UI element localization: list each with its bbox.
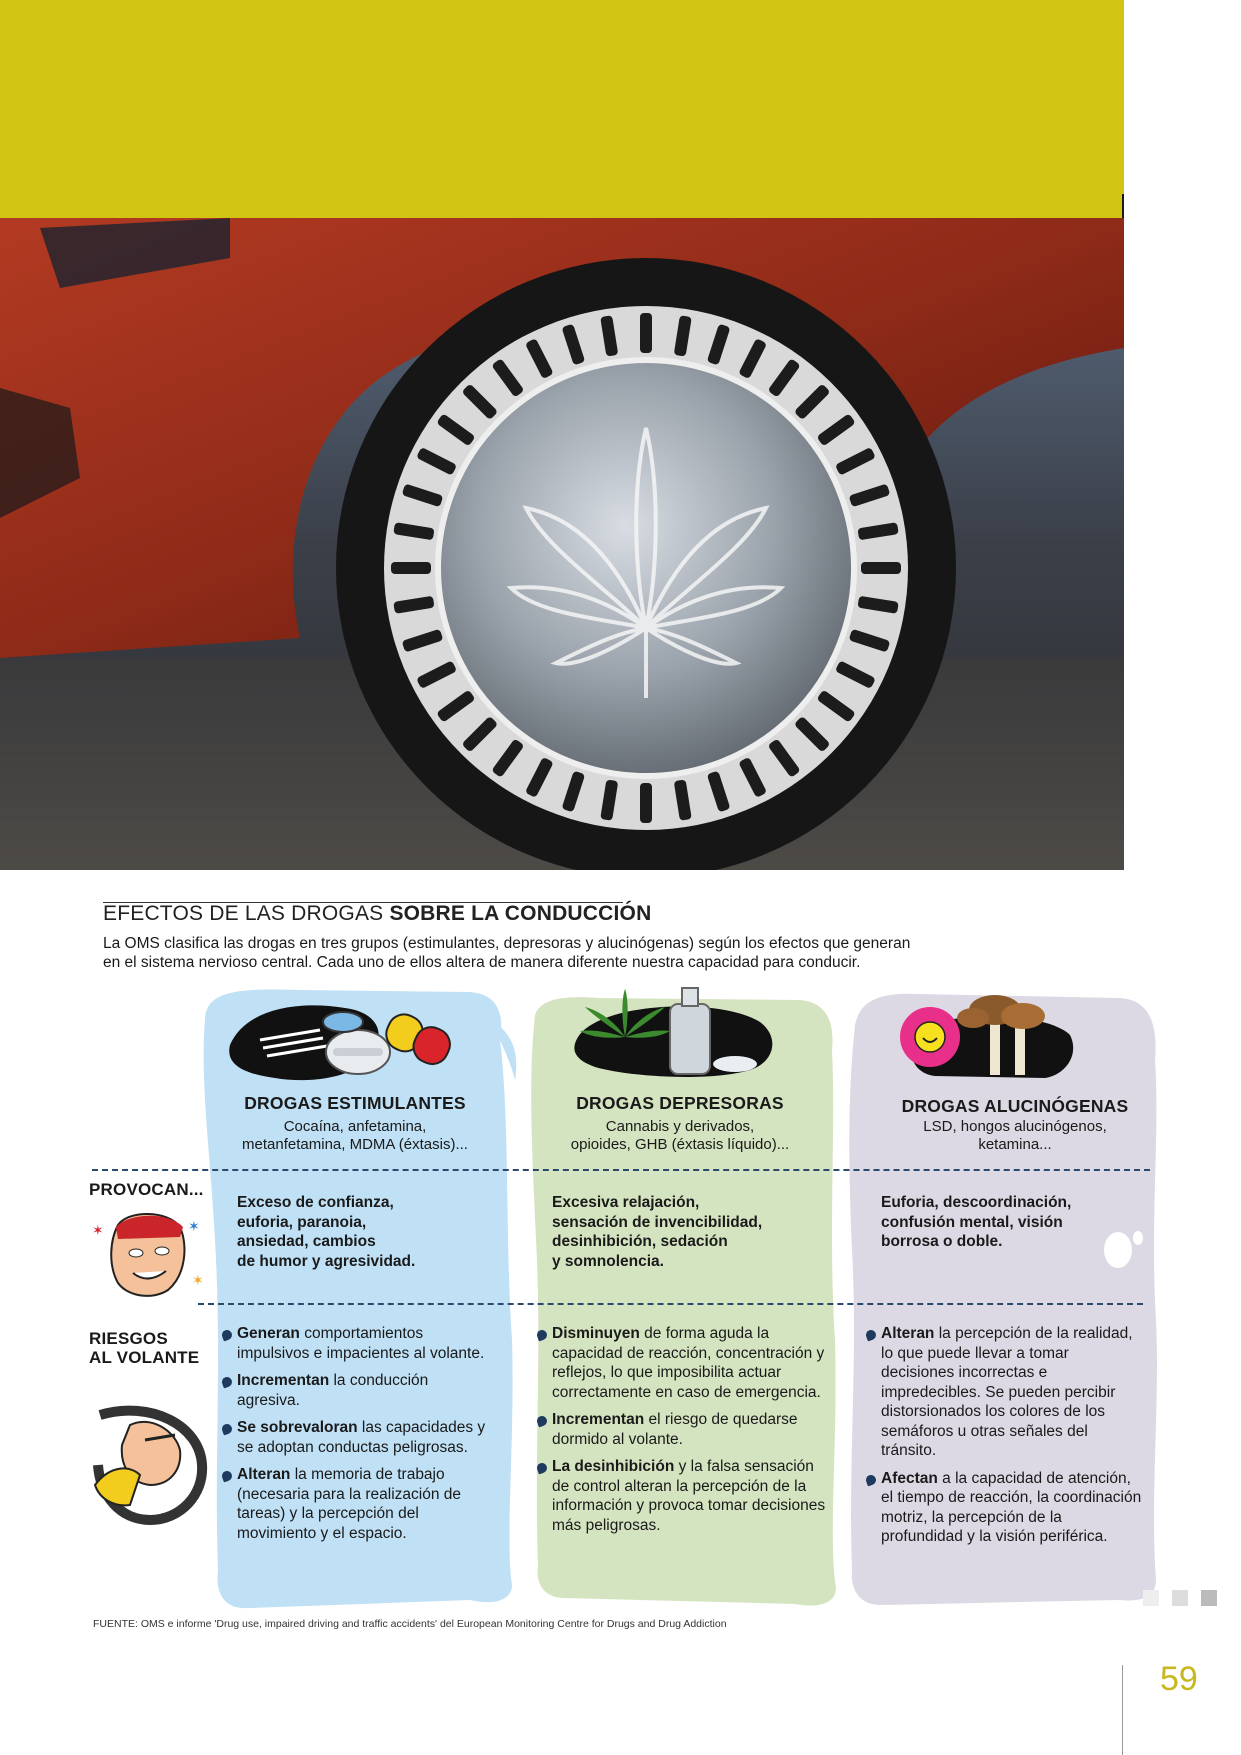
risk-item <box>237 1371 487 1410</box>
effect-line: ansiedad, cambios <box>237 1233 376 1250</box>
hallucinogens-risks <box>881 1324 1146 1555</box>
svg-text:✶: ✶ <box>188 1219 200 1235</box>
hallucinogens-title: DROGAS ALUCINÓGENAS <box>901 1096 1129 1116</box>
risk-text: la conducción agresiva. <box>237 1372 429 1409</box>
risk-keyword: Alteran <box>881 1325 935 1342</box>
section-title <box>103 902 651 926</box>
risk-item <box>552 1457 832 1535</box>
stimulants-title: DROGAS ESTIMULANTES <box>244 1093 466 1113</box>
risk-keyword: Incrementan <box>552 1411 645 1428</box>
effect-line: confusión mental, visión <box>881 1213 1063 1231</box>
decorative-square <box>1201 1590 1217 1606</box>
risk-text: la percepción de la realidad, lo que puede llevar a tomar decisiones incorrectas e impredecibles. Se pueden percibir distorsionados los colores de los semáforos u otras señales del tránsito. <box>881 1325 1133 1459</box>
risk-item <box>237 1324 487 1363</box>
svg-text:✶: ✶ <box>192 1273 204 1289</box>
separator-riesgos <box>198 1303 1143 1305</box>
risk-item <box>237 1418 487 1457</box>
intro-line-2: en el sistema nervioso central. Cada uno de ellos altera de manera diferente nuestra capacidad para conducir. <box>103 954 861 971</box>
page-number-rule <box>1122 1665 1123 1755</box>
risk-text: la memoria de trabajo (necesaria para la realización de tareas) y la percepción del movimiento y el espacio. <box>237 1466 462 1542</box>
stimulants-examples-line-2: metanfetamina, MDMA (éxtasis)... <box>242 1136 468 1153</box>
blue-pill-icon <box>323 1012 363 1032</box>
hallucinogens-examples <box>860 1118 1170 1154</box>
hallucinogens-examples-line-2: ketamina... <box>978 1136 1052 1153</box>
separator-provocan <box>92 1169 1150 1171</box>
rim-vent <box>640 313 652 353</box>
risk-text: las capacidades y se adoptan conductas peligrosas. <box>237 1419 486 1456</box>
driver-steering-illustration <box>90 1395 210 1525</box>
top-color-band <box>0 0 1124 218</box>
risk-item <box>881 1324 1146 1461</box>
risk-text: el riesgo de quedarse dormido al volante. <box>552 1411 798 1448</box>
risk-keyword: Disminuyen <box>552 1325 640 1342</box>
effect-line: Euforia, descoordinación, <box>881 1194 1072 1211</box>
stimulants-examples <box>195 1118 515 1154</box>
intro-line-1: La OMS clasifica las drogas en tres grupos (estimulantes, depresoras y alucinógenas) según los efectos que generan <box>103 935 911 952</box>
risk-item <box>237 1465 487 1543</box>
risk-item <box>881 1469 1146 1547</box>
risk-text: comportamientos impulsivos e impacientes al volante. <box>237 1325 485 1362</box>
car-wheel-photo <box>0 218 1124 870</box>
risk-text: de forma aguda la capacidad de reacción, concentración y reflejos, lo que imposibilita actuar correctamente en caso de emergencia. <box>552 1325 825 1401</box>
capsule-icon <box>381 1009 455 1069</box>
hallucinogens-effects <box>881 1193 1141 1252</box>
effect-line: euforia, paranoia, <box>237 1213 367 1231</box>
risk-keyword: Afectan <box>881 1469 938 1487</box>
risk-text: a la capacidad de atención, el tiempo de reacción, la coordinación motriz, la percepción de la profundidad y la visión periférica. <box>881 1469 1142 1545</box>
effect-line: Exceso de confianza, <box>237 1194 394 1211</box>
hubcap <box>438 360 854 776</box>
row-label-riesgos-line-2: AL VOLANTE <box>89 1348 200 1367</box>
effect-line: Excesiva relajación, <box>552 1194 700 1211</box>
depressants-title: DROGAS DEPRESORAS <box>576 1093 784 1113</box>
risk-keyword: La desinhibición <box>552 1458 675 1475</box>
rim-vent <box>861 562 901 574</box>
rim-vent <box>391 562 431 574</box>
hallucinogens-examples-line-1: LSD, hongos alucinógenos, <box>923 1118 1107 1135</box>
decorative-square <box>1143 1590 1159 1606</box>
effect-line: sensación de invencibilidad, <box>552 1213 763 1231</box>
effect-line: y somnolencia. <box>552 1252 664 1270</box>
depressants-illustration <box>570 982 780 1092</box>
depressants-examples <box>520 1118 840 1154</box>
risk-text: y la falsa sensación de control alteran la percepción de la información y provoca tomar decisiones más peligrosas. <box>552 1458 826 1534</box>
hallucinogens-illustration <box>895 980 1085 1085</box>
row-label-riesgos <box>89 1329 199 1367</box>
stimulants-illustration <box>225 990 455 1090</box>
effect-line: de humor y agresividad. <box>237 1252 416 1270</box>
svg-text:✶: ✶ <box>92 1223 104 1239</box>
risk-keyword: Generan <box>237 1325 300 1342</box>
row-label-riesgos-line-1: RIESGOS <box>89 1329 168 1348</box>
stimulants-examples-line-1: Cocaína, anfetamina, <box>283 1118 427 1135</box>
depressants-effects <box>552 1193 822 1271</box>
euphoric-face-illustration <box>88 1205 208 1305</box>
band-edge-mark <box>1122 194 1124 218</box>
intro-paragraph <box>103 934 1063 972</box>
row-label-provocan: PROVOCAN... <box>89 1180 204 1199</box>
stimulants-risks <box>237 1324 487 1551</box>
page-number: 59 <box>1160 1660 1198 1698</box>
flower-icon <box>900 1007 960 1067</box>
decorative-square <box>1172 1590 1188 1606</box>
risk-item <box>552 1410 832 1449</box>
effect-line: borrosa o doble. <box>881 1233 1003 1250</box>
section-title-bold: SOBRE LA CONDUCCIÓN <box>389 902 652 925</box>
liquid-bottle-icon <box>670 1004 710 1074</box>
risk-keyword: Se sobrevaloran <box>237 1419 358 1436</box>
depressants-examples-line-1: Cannabis y derivados, <box>605 1118 755 1135</box>
rim-vent <box>640 783 652 823</box>
powder-pile-icon <box>713 1056 757 1072</box>
depressants-risks <box>552 1324 832 1543</box>
risk-item <box>552 1324 832 1402</box>
source-note: FUENTE: OMS e informe 'Drug use, impaired driving and traffic accidents' del European Monitoring Centre for Drugs and Drug Addiction <box>93 1618 727 1630</box>
stimulants-effects <box>237 1193 497 1271</box>
effect-line: desinhibición, sedación <box>552 1233 728 1250</box>
depressants-examples-line-2: opioides, GHB (éxtasis líquido)... <box>570 1136 790 1153</box>
section-title-light: EFECTOS DE LAS DROGAS <box>103 902 384 925</box>
risk-keyword: Incrementan <box>237 1372 330 1389</box>
risk-keyword: Alteran <box>237 1466 291 1483</box>
